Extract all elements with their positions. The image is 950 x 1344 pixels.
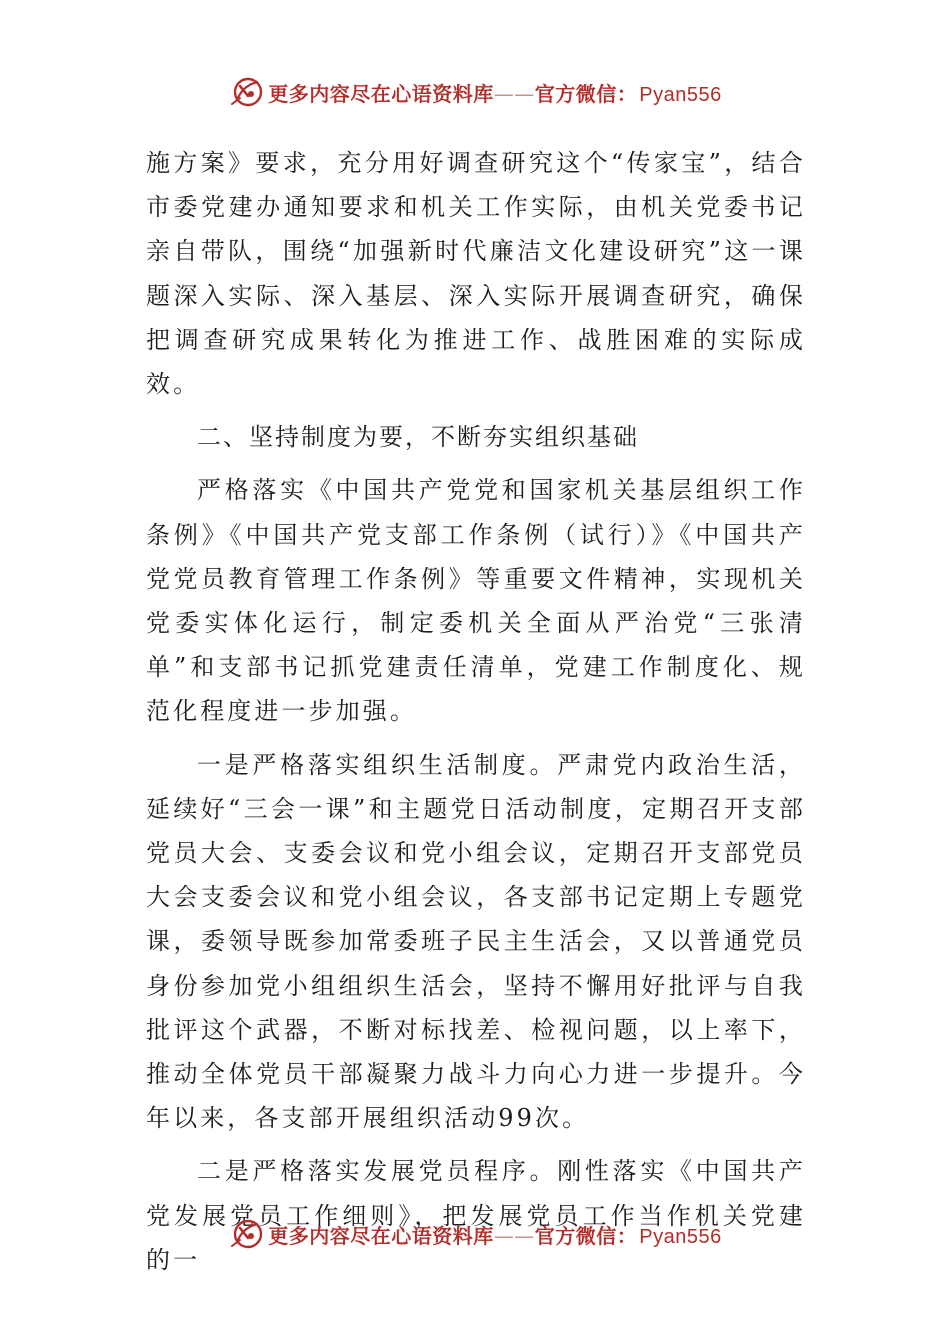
watermark-text [268,1220,721,1249]
brand-logo-icon [228,1216,264,1252]
paragraph-continuation: 施方案》要求，充分用好调查研究这个“传家宝”，结合市委党建办通知要求和机关工作实际，由机关党委书记亲自带队，围绕“加强新时代廉洁文化建设研究”这一课题深入实际、深入基层、深入实际开展调查研究，确保把调查研究成果转化为推进工作、战胜困难的实际成效。 [146,149,806,399]
watermark-banner-top [0,72,950,112]
watermark-wechat-id: Pyan556 [639,1225,722,1248]
watermark-separator: —— [493,1223,535,1248]
watermark-banner-bottom [0,1214,950,1254]
watermark-main: 更多内容尽在心语资料库 [268,1223,494,1248]
paragraph-regulations: 严格落实《中国共产党党和国家机关基层组织工作条例》《中国共产党支部工作条例（试行）》《中国共产党党员教育管理工作条例》等重要文件精神，实现机关党委实体化运行，制定委机关全面从严治党“三张清单”和支部书记抓党建责任清单，党建工作制度化、规范化程度进一步加强。 [146,476,806,726]
brand-logo-icon [228,74,264,110]
watermark-wechat-label: 官方微信： [534,1223,638,1248]
watermark-separator: —— [493,81,535,106]
section-heading: 二、坚持制度为要，不断夯实组织基础 [197,423,639,452]
watermark-wechat-label: 官方微信： [534,81,638,106]
paragraph-party-development: 二是严格落实发展党员程序。刚性落实《中国共产党发展党员工作细则》，把发展党员工作当作机关党建的一 [146,1157,806,1274]
watermark-main: 更多内容尽在心语资料库 [268,81,494,106]
watermark-wechat-id: Pyan556 [639,83,722,106]
document-body [146,141,806,1282]
paragraph-organization-life: 一是严格落实组织生活制度。严肃党内政治生活，延续好“三会一课”和主题党日活动制度，定期召开支部党员大会、支委会议和党小组会议，定期召开支部党员大会支委会议和党小组会议，各支部书记定期上专题党课，委领导既参加常委班子民主生活会，又以普通党员身份参加党小组组织生活会，坚持不懈用好批评与自我批评这个武器，不断对标找差、检视问题，以上率下，推动全体党员干部凝聚力战斗力向心力进一步提升。今年以来，各支部开展组织活动99次。 [146,750,806,1133]
watermark-text [268,78,721,107]
